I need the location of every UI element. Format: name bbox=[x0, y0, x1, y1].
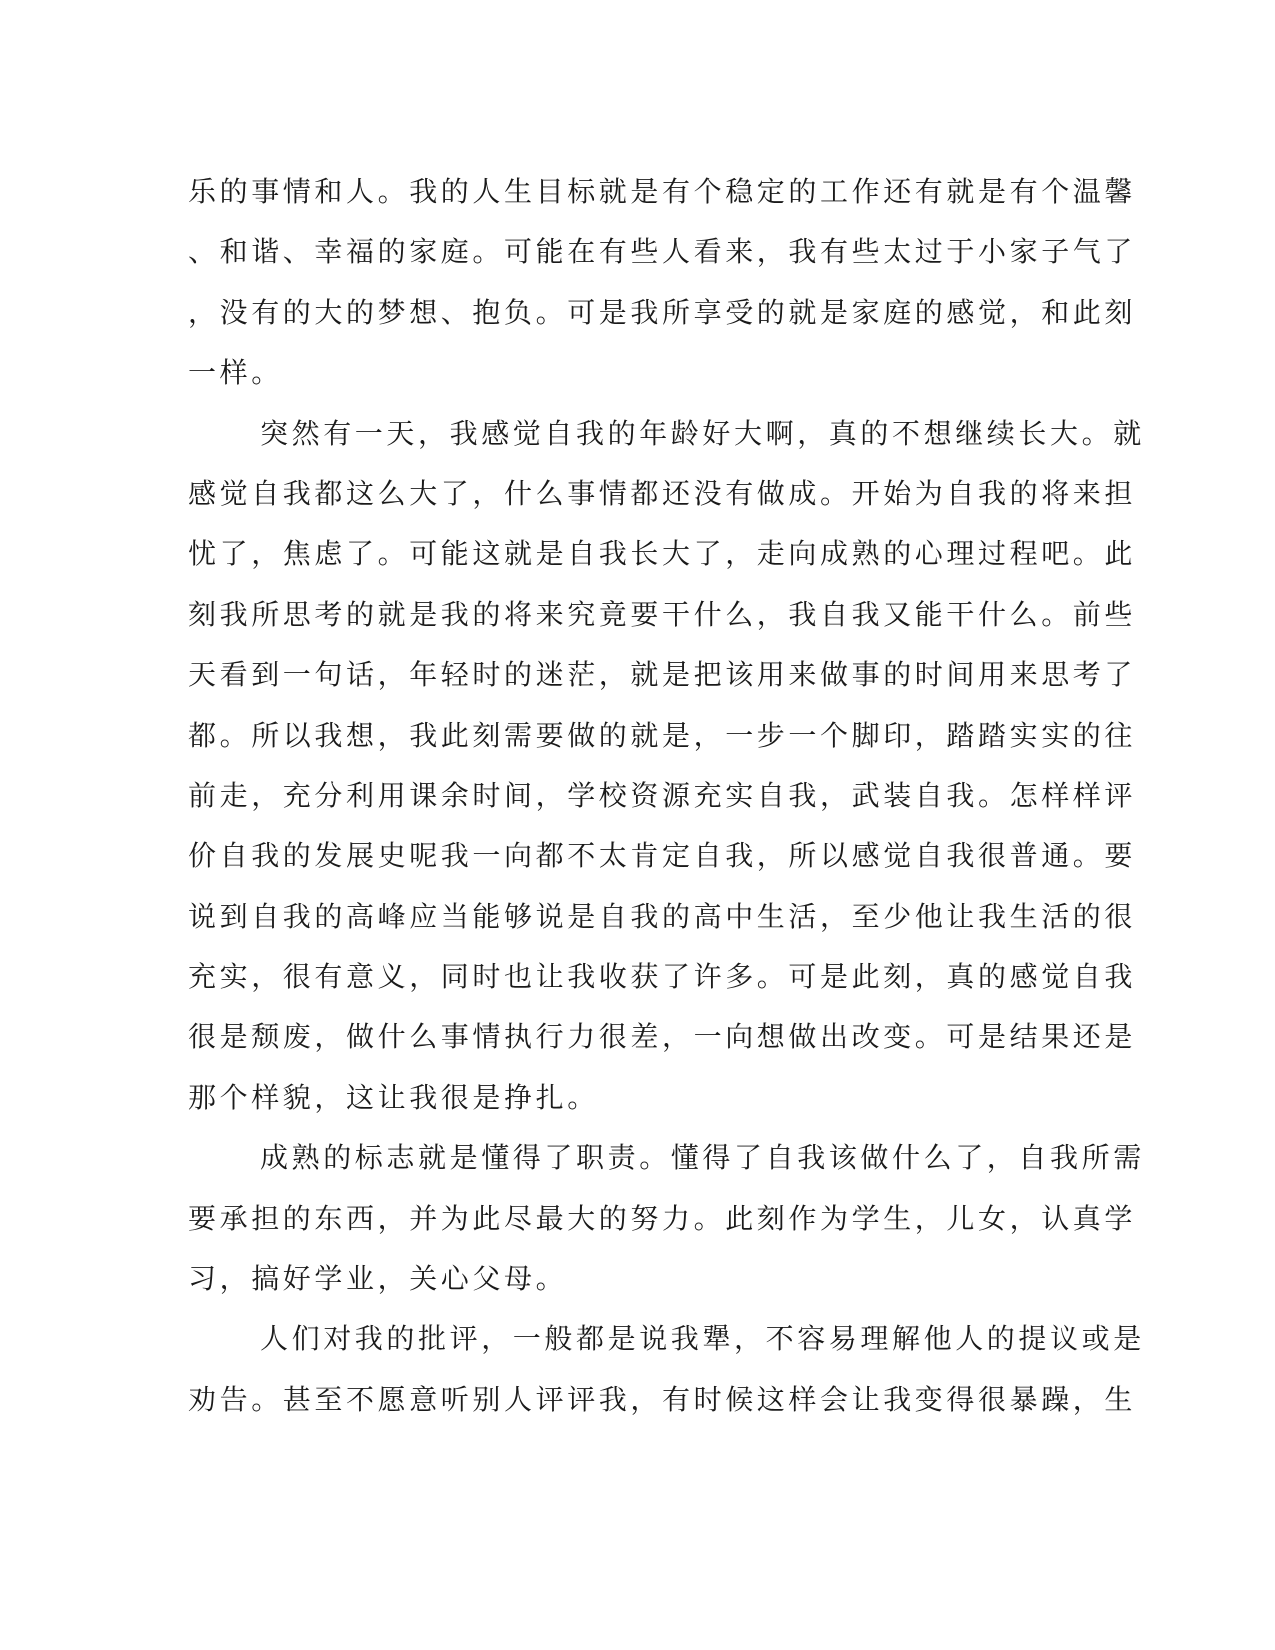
text-line: 感觉自我都这么大了，什么事情都还没有做成。开始为自我的将来担 bbox=[188, 476, 1137, 510]
text-line: 、和谐、幸福的家庭。可能在有些人看来，我有些太过于小家子气了 bbox=[188, 235, 1137, 269]
text-line: 前走，充分利用课余时间，学校资源充实自我，武装自我。怎样样评 bbox=[188, 778, 1137, 812]
text-line: 习，搞好学业，关心父母。 bbox=[188, 1262, 568, 1296]
text-line: 充实，很有意义，同时也让我收获了许多。可是此刻，真的感觉自我 bbox=[188, 960, 1137, 994]
paragraph-first-line: 成熟的标志就是懂得了职责。懂得了自我该做什么了，自我所需 bbox=[260, 1141, 1145, 1175]
text-line: 忧了，焦虑了。可能这就是自我长大了，走向成熟的心理过程吧。此 bbox=[188, 537, 1137, 571]
text-line: 价自我的发展史呢我一向都不太肯定自我，所以感觉自我很普通。要 bbox=[188, 839, 1137, 873]
paragraph-first-line: 人们对我的批评，一般都是说我犟，不容易理解他人的提议或是 bbox=[260, 1322, 1145, 1356]
paragraph-first-line: 突然有一天，我感觉自我的年龄好大啊，真的不想继续长大。就 bbox=[260, 416, 1145, 450]
text-line: 都。所以我想，我此刻需要做的就是，一步一个脚印，踏踏实实的往 bbox=[188, 718, 1137, 752]
text-line: 很是颓废，做什么事情执行力很差，一向想做出改变。可是结果还是 bbox=[188, 1020, 1137, 1054]
text-line: 说到自我的高峰应当能够说是自我的高中生活，至少他让我生活的很 bbox=[188, 899, 1137, 933]
document-body bbox=[188, 162, 1145, 1430]
text-line: 要承担的东西，并为此尽最大的努力。此刻作为学生，儿女，认真学 bbox=[188, 1201, 1137, 1235]
text-line: 刻我所思考的就是我的将来究竟要干什么，我自我又能干什么。前些 bbox=[188, 597, 1137, 631]
text-line: ，没有的大的梦想、抱负。可是我所享受的就是家庭的感觉，和此刻 bbox=[188, 295, 1137, 329]
text-line: 那个样貌，这让我很是挣扎。 bbox=[188, 1080, 599, 1114]
text-line: 一样。 bbox=[188, 356, 283, 390]
text-line: 天看到一句话，年轻时的迷茫，就是把该用来做事的时间用来思考了 bbox=[188, 658, 1137, 692]
text-line: 乐的事情和人。我的人生目标就是有个稳定的工作还有就是有个温馨 bbox=[188, 175, 1137, 208]
text-line: 劝告。甚至不愿意听别人评评我，有时候这样会让我变得很暴躁，生 bbox=[188, 1382, 1137, 1416]
